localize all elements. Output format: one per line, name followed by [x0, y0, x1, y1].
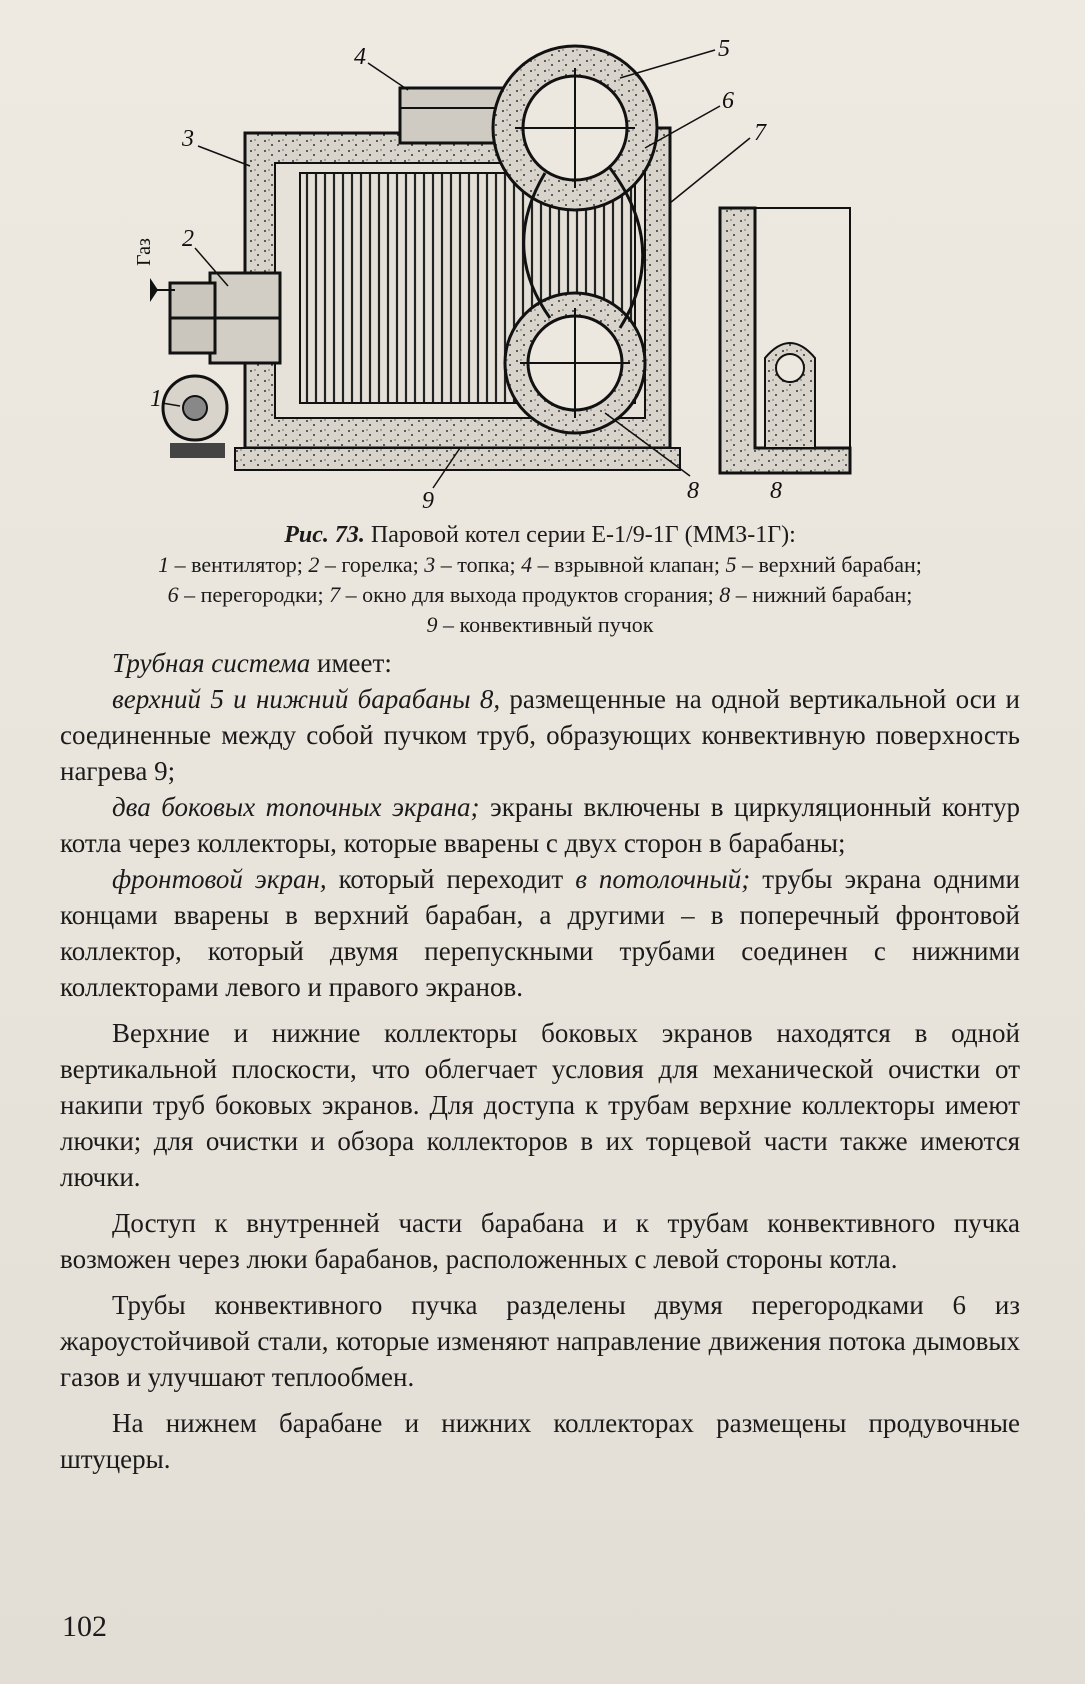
lower-drum: [505, 293, 645, 433]
caption-item-text: перегородки;: [200, 582, 324, 607]
paragraph: [60, 645, 1020, 681]
caption-item-text: вентилятор;: [191, 552, 303, 577]
paragraph-text: размещенные на одной вертикальной оси и соединенные между собой пучком труб, образующих конвективную поверхность нагрева 9;: [60, 684, 1020, 786]
caption-item-num: 6: [167, 582, 179, 607]
paragraph: Трубы конвективного пучка разделены двумя перегородками 6 из жароустойчивой стали, которые изменяют направление движения потока дымовых газов и улучшают теплообмен.: [60, 1290, 1020, 1392]
caption-item-num: 9: [426, 612, 438, 637]
caption-figure-number: Рис. 73.: [284, 522, 365, 548]
caption-item-text: верхний барабан;: [758, 552, 922, 577]
caption-line-3: 9 – конвективный пучок: [426, 612, 654, 637]
italic-term: в потолочный;: [575, 864, 751, 894]
caption-item-text: конвективный пучок: [459, 612, 654, 637]
paragraph: [60, 861, 1020, 1005]
paragraph: Доступ к внутренней части барабана и к трубам конвективного пучка возможен через люки барабанов, расположенных с левой стороны котла.: [60, 1208, 1020, 1274]
italic-term: Трубная система: [112, 648, 311, 678]
body-text: [60, 645, 1020, 1487]
paragraph-text: имеет:: [310, 648, 392, 678]
paragraph-text: который переходит: [326, 864, 576, 894]
caption-item-text: окно для выхода продуктов сгорания;: [362, 582, 714, 607]
burner-assembly: [150, 273, 280, 363]
paragraph: [60, 789, 1020, 861]
label-lower-drum: 8: [687, 478, 699, 504]
paragraph: Верхние и нижние коллекторы боковых экранов находятся в одной вертикальной плоскости, что облегчает условия для механической очистки от накипи труб боковых экранов. Для доступа к трубам верхние коллекторы имеют лючки; для очистки и обзора коллекторов в их торцевой части также имеются лючки.: [60, 1018, 1020, 1192]
caption-item-num: 8: [719, 582, 731, 607]
paragraph: [60, 681, 1020, 789]
label-baffles: 6: [722, 88, 734, 114]
caption-line-1: 1 – вентилятор; 2 – горелка; 3 – топка; 4 – взрывной клапан; 5 – верхний барабан;: [158, 552, 922, 577]
fan: [163, 376, 227, 458]
caption-line-2: 6 – перегородки; 7 – окно для выхода продуктов сгорания; 8 – нижний барабан;: [167, 582, 913, 607]
caption-item-num: 2: [308, 552, 320, 577]
boiler-figure: [133, 28, 1030, 518]
caption-item-num: 5: [725, 552, 737, 577]
label-lower-drum-side: 8: [770, 478, 782, 504]
figure-caption: [60, 520, 1020, 640]
label-tube-bank: 9: [422, 488, 434, 514]
upper-drum: [493, 46, 657, 210]
side-section: [720, 208, 850, 473]
label-exhaust-window: 7: [754, 120, 766, 146]
label-furnace: 3: [182, 126, 194, 152]
caption-title-line: [60, 520, 1020, 550]
paragraph-text: трубы экрана одними концами вварены в верхний барабан, а другими – в поперечный фронтовой коллектор, который двумя перепускными трубами соединен с нижними коллекторами левого и правого экранов.: [60, 864, 1020, 1002]
page-number: 102: [62, 1610, 107, 1643]
italic-term: фронтовой экран,: [112, 864, 327, 894]
label-upper-drum: 5: [718, 36, 730, 62]
caption-title: Паровой котел серии Е-1/9-1Г (ММЗ-1Г):: [370, 522, 796, 548]
caption-item-text: горелка;: [341, 552, 419, 577]
label-explosion-valve: 4: [354, 44, 366, 70]
label-gas: Газ: [133, 238, 155, 266]
explosion-valve: [400, 88, 505, 143]
caption-item-num: 7: [329, 582, 341, 607]
caption-item-num: 4: [521, 552, 533, 577]
italic-term: верхний 5 и нижний барабаны 8,: [112, 684, 501, 714]
label-fan: 1: [150, 386, 162, 412]
caption-item-num: 1: [158, 552, 170, 577]
caption-item-num: 3: [424, 552, 436, 577]
caption-item-text: нижний барабан;: [752, 582, 913, 607]
paragraph: На нижнем барабане и нижних коллекторах размещены продувочные штуцеры.: [60, 1408, 1020, 1474]
caption-item-text: взрывной клапан;: [554, 552, 720, 577]
label-burner: 2: [182, 226, 194, 252]
italic-term: два боковых топочных экрана;: [112, 792, 480, 822]
caption-item-text: топка;: [457, 552, 516, 577]
boiler-drawing: [133, 28, 1030, 518]
paragraph-text: экраны включены в циркуляционный контур котла через коллекторы, которые вварены с двух сторон в барабаны;: [60, 792, 1020, 858]
